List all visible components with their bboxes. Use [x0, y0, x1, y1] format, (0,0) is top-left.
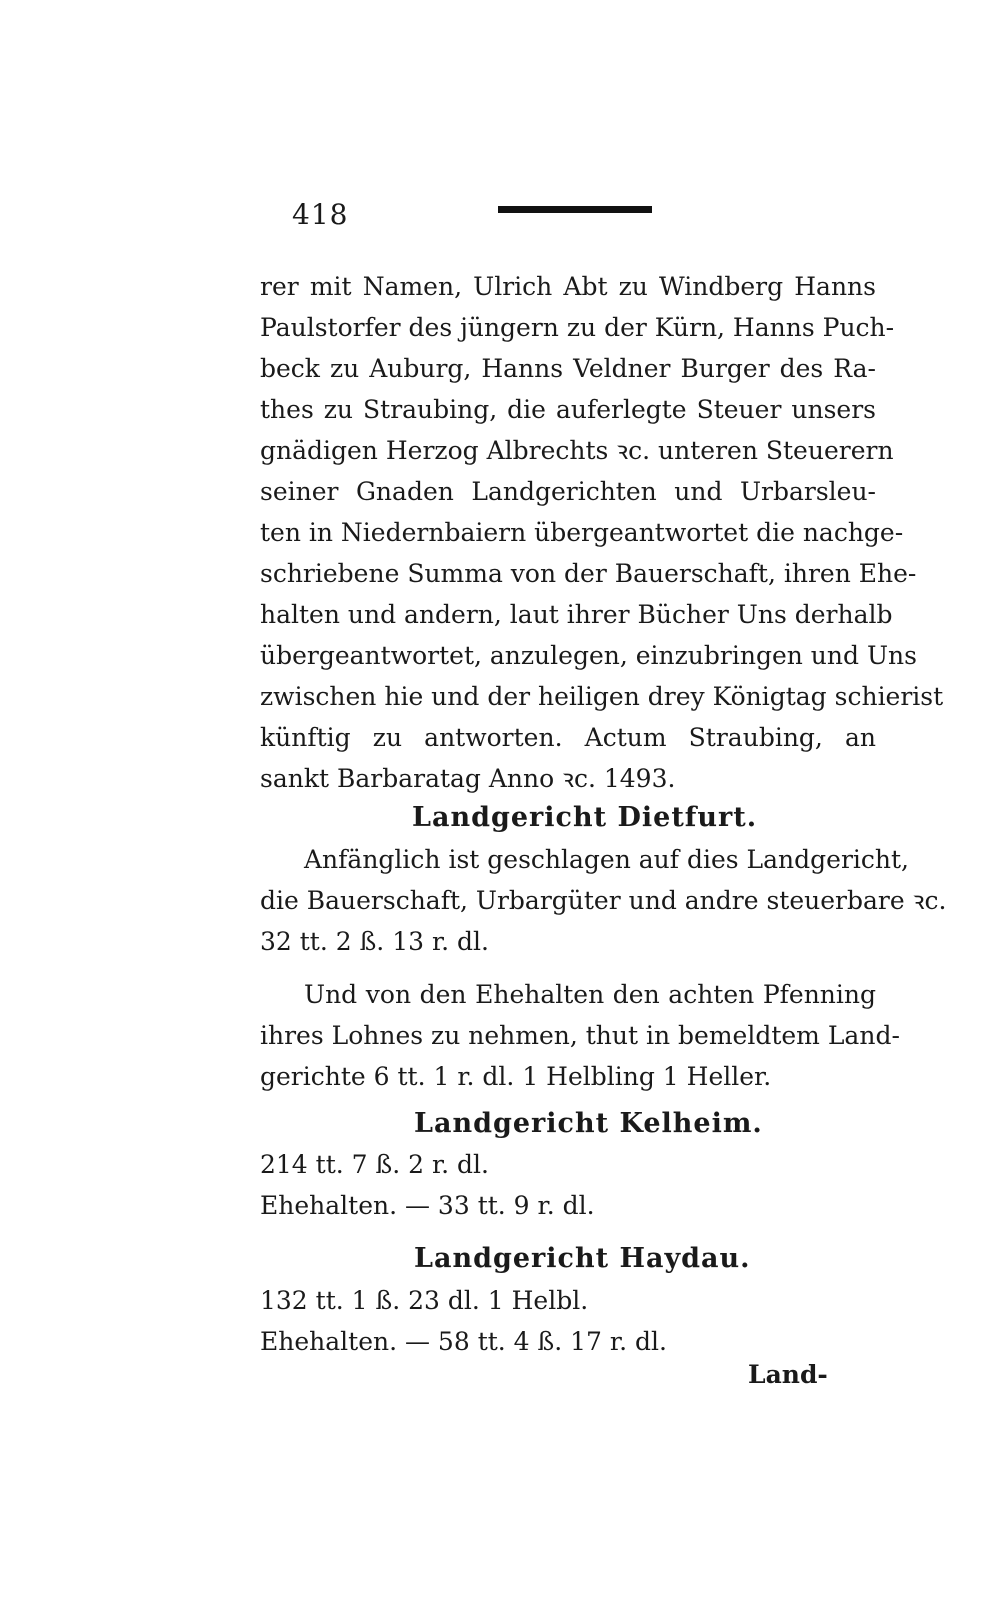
text-line: schriebene Summa von der Bauerschaft, ihren Ehe- [260, 559, 917, 588]
section-heading-kelheim: Landgericht Kelheim. [414, 1108, 763, 1139]
section-heading-dietfurt: Landgericht Dietfurt. [412, 802, 758, 833]
text-line: Ehehalten. — 33 tt. 9 r. dl. [260, 1191, 595, 1220]
section-heading-haydau: Landgericht Haydau. [414, 1243, 751, 1274]
text-line: künftig zu antworten. Actum Straubing, an [260, 723, 876, 752]
text-line: halten und andern, laut ihrer Bücher Uns derhalb [260, 600, 893, 629]
text-line: 214 tt. 7 ß. 2 r. dl. [260, 1150, 489, 1179]
text-line: die Bauerschaft, Urbargüter und andre steuerbare ꝛc. [260, 886, 947, 915]
text-line: Ehehalten. — 58 tt. 4 ß. 17 r. dl. [260, 1327, 667, 1356]
text-line: übergeantwortet, anzulegen, einzubringen und Uns [260, 641, 917, 670]
text-line: ihres Lohnes zu nehmen, thut in bemeldtem Land- [260, 1021, 900, 1050]
text-line: sankt Barbaratag Anno ꝛc. 1493. [260, 764, 676, 793]
page-number: 418 [292, 198, 349, 231]
text-line: 32 tt. 2 ß. 13 r. dl. [260, 927, 489, 956]
text-line: Und von den Ehehalten den achten Pfenning [304, 980, 876, 1009]
text-line: 132 tt. 1 ß. 23 dl. 1 Helbl. [260, 1286, 589, 1315]
text-line: gnädigen Herzog Albrechts ꝛc. unteren Steuerern [260, 436, 894, 465]
text-line: Paulstorfer des jüngern zu der Kürn, Hanns Puch- [260, 313, 895, 342]
text-line: Anfänglich ist geschlagen auf dies Landgericht, [304, 845, 909, 874]
text-line: beck zu Auburg, Hanns Veldner Burger des Ra- [260, 354, 876, 383]
catchword: Land- [748, 1360, 828, 1389]
header-rule [498, 206, 652, 213]
text-line: seiner Gnaden Landgerichten und Urbarsleu- [260, 477, 876, 506]
text-line: thes zu Straubing, die auferlegte Steuer unsers [260, 395, 876, 424]
text-line: zwischen hie und der heiligen drey Königtag schierist [260, 682, 944, 711]
text-line: rer mit Namen, Ulrich Abt zu Windberg Hanns [260, 272, 876, 301]
text-line: gerichte 6 tt. 1 r. dl. 1 Helbling 1 Heller. [260, 1062, 772, 1091]
text-line: ten in Niedernbaiern übergeantwortet die nachge- [260, 518, 904, 547]
